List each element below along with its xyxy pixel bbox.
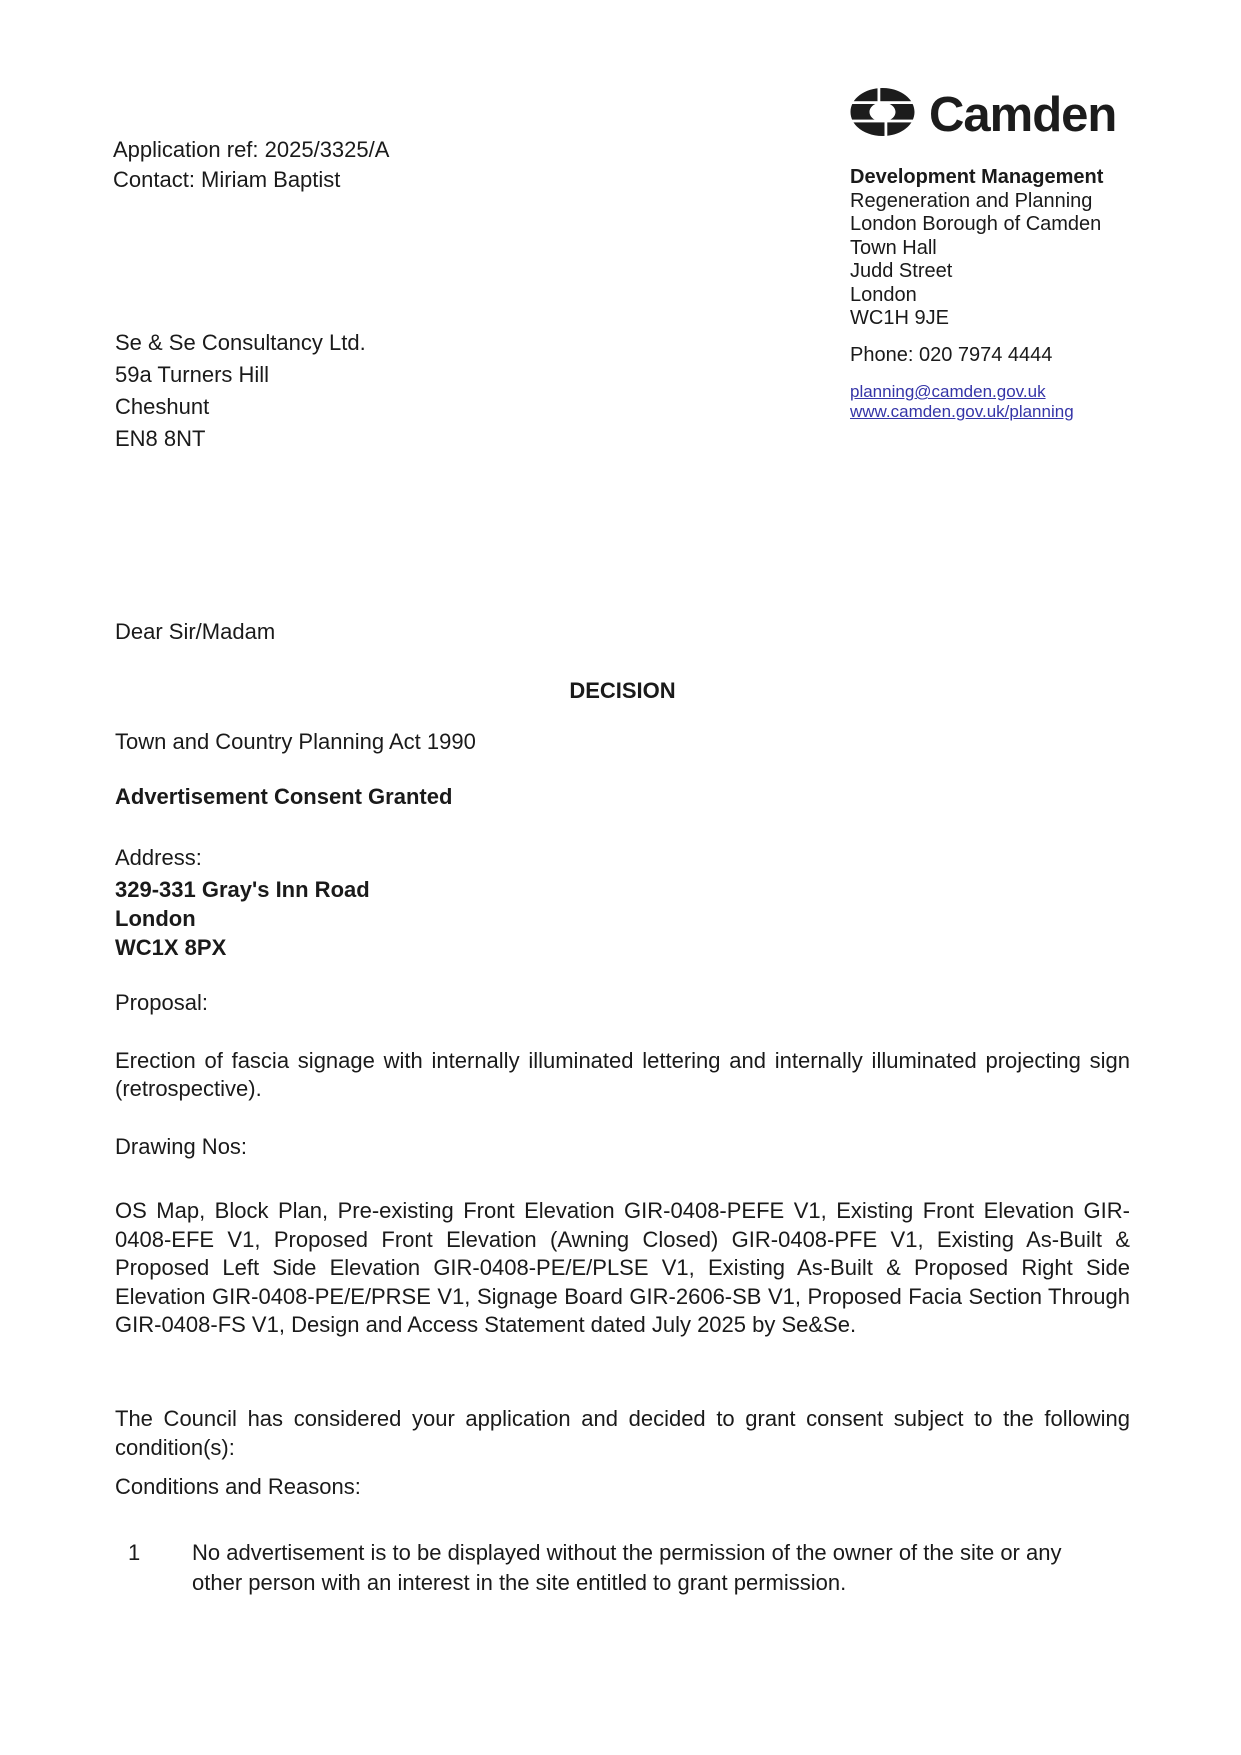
site-address-line: WC1X 8PX [115, 935, 227, 960]
department-name: Development Management [850, 166, 1104, 188]
condition-number: 1 [128, 1540, 141, 1565]
recipient-line: EN8 8NT [115, 426, 206, 451]
contact-line: Contact: Miriam Baptist [113, 167, 341, 192]
proposal-text: Erection of fascia signage with internally illuminated lettering and internally illuminated projecting sign (retrospective). [115, 1048, 1130, 1101]
council-address-line: London Borough of Camden [850, 213, 1102, 235]
camden-roundel-icon [848, 86, 917, 143]
council-address-line: Judd Street [850, 260, 953, 282]
reference-block [113, 135, 389, 195]
address-label: Address: [115, 845, 202, 870]
camden-logo [848, 86, 1116, 143]
proposal-label: Proposal: [115, 990, 208, 1015]
camden-wordmark: Camden [929, 87, 1117, 142]
website-link[interactable]: www.camden.gov.uk/planning [850, 402, 1074, 421]
phone-line: Phone: 020 7974 4444 [850, 343, 1053, 366]
application-ref: Application ref: 2025/3325/A [113, 137, 390, 162]
salutation: Dear Sir/Madam [115, 619, 276, 644]
site-address [115, 875, 370, 962]
consent-heading: Advertisement Consent Granted [115, 784, 453, 809]
condition-text: No advertisement is to be displayed without the permission of the owner of the site or any other person with an interest in the site entitled to grant permission. [192, 1540, 1062, 1595]
condition-item [128, 1538, 1087, 1598]
council-address-line: Town Hall [850, 236, 937, 259]
recipient-address [115, 327, 366, 455]
council-decision-text: The Council has considered your application and decided to grant consent subject to the following condition(s): [115, 1406, 1130, 1460]
site-address-line: London [115, 906, 196, 931]
decision-heading: DECISION [569, 678, 676, 703]
conditions-label: Conditions and Reasons: [115, 1474, 361, 1499]
site-address-line: 329-331 Gray's Inn Road [115, 877, 370, 902]
act-line: Town and Country Planning Act 1990 [115, 729, 476, 754]
council-address-line: Regeneration and Planning [850, 189, 1093, 212]
drawing-text: OS Map, Block Plan, Pre-existing Front Elevation GIR-0408-PEFE V1, Existing Front Elevation GIR-0408-EFE V1, Proposed Front Elevation (Awning Closed) GIR-0408-PFE V1, Existing As-Built & Proposed Left Side Elevation GIR-0408-PE/E/PLSE V1, Existing As-Built & Proposed Right Side Elevation GIR-0408-PE/E/PRSE V1, Signage Board GIR-2606-SB V1, Proposed Facia Section Through GIR-0408-FS V1, Design and Access Statement dated July 2025 by Se&Se. [115, 1198, 1130, 1337]
recipient-line: Se & Se Consultancy Ltd. [115, 330, 366, 355]
council-address-line: WC1H 9JE [850, 307, 949, 329]
council-info-column [850, 166, 1150, 422]
recipient-line: Cheshunt [115, 394, 210, 419]
drawing-label: Drawing Nos: [115, 1134, 248, 1159]
email-link[interactable]: planning@camden.gov.uk [850, 382, 1046, 401]
recipient-line: 59a Turners Hill [115, 362, 270, 387]
council-address-line: London [850, 283, 917, 306]
